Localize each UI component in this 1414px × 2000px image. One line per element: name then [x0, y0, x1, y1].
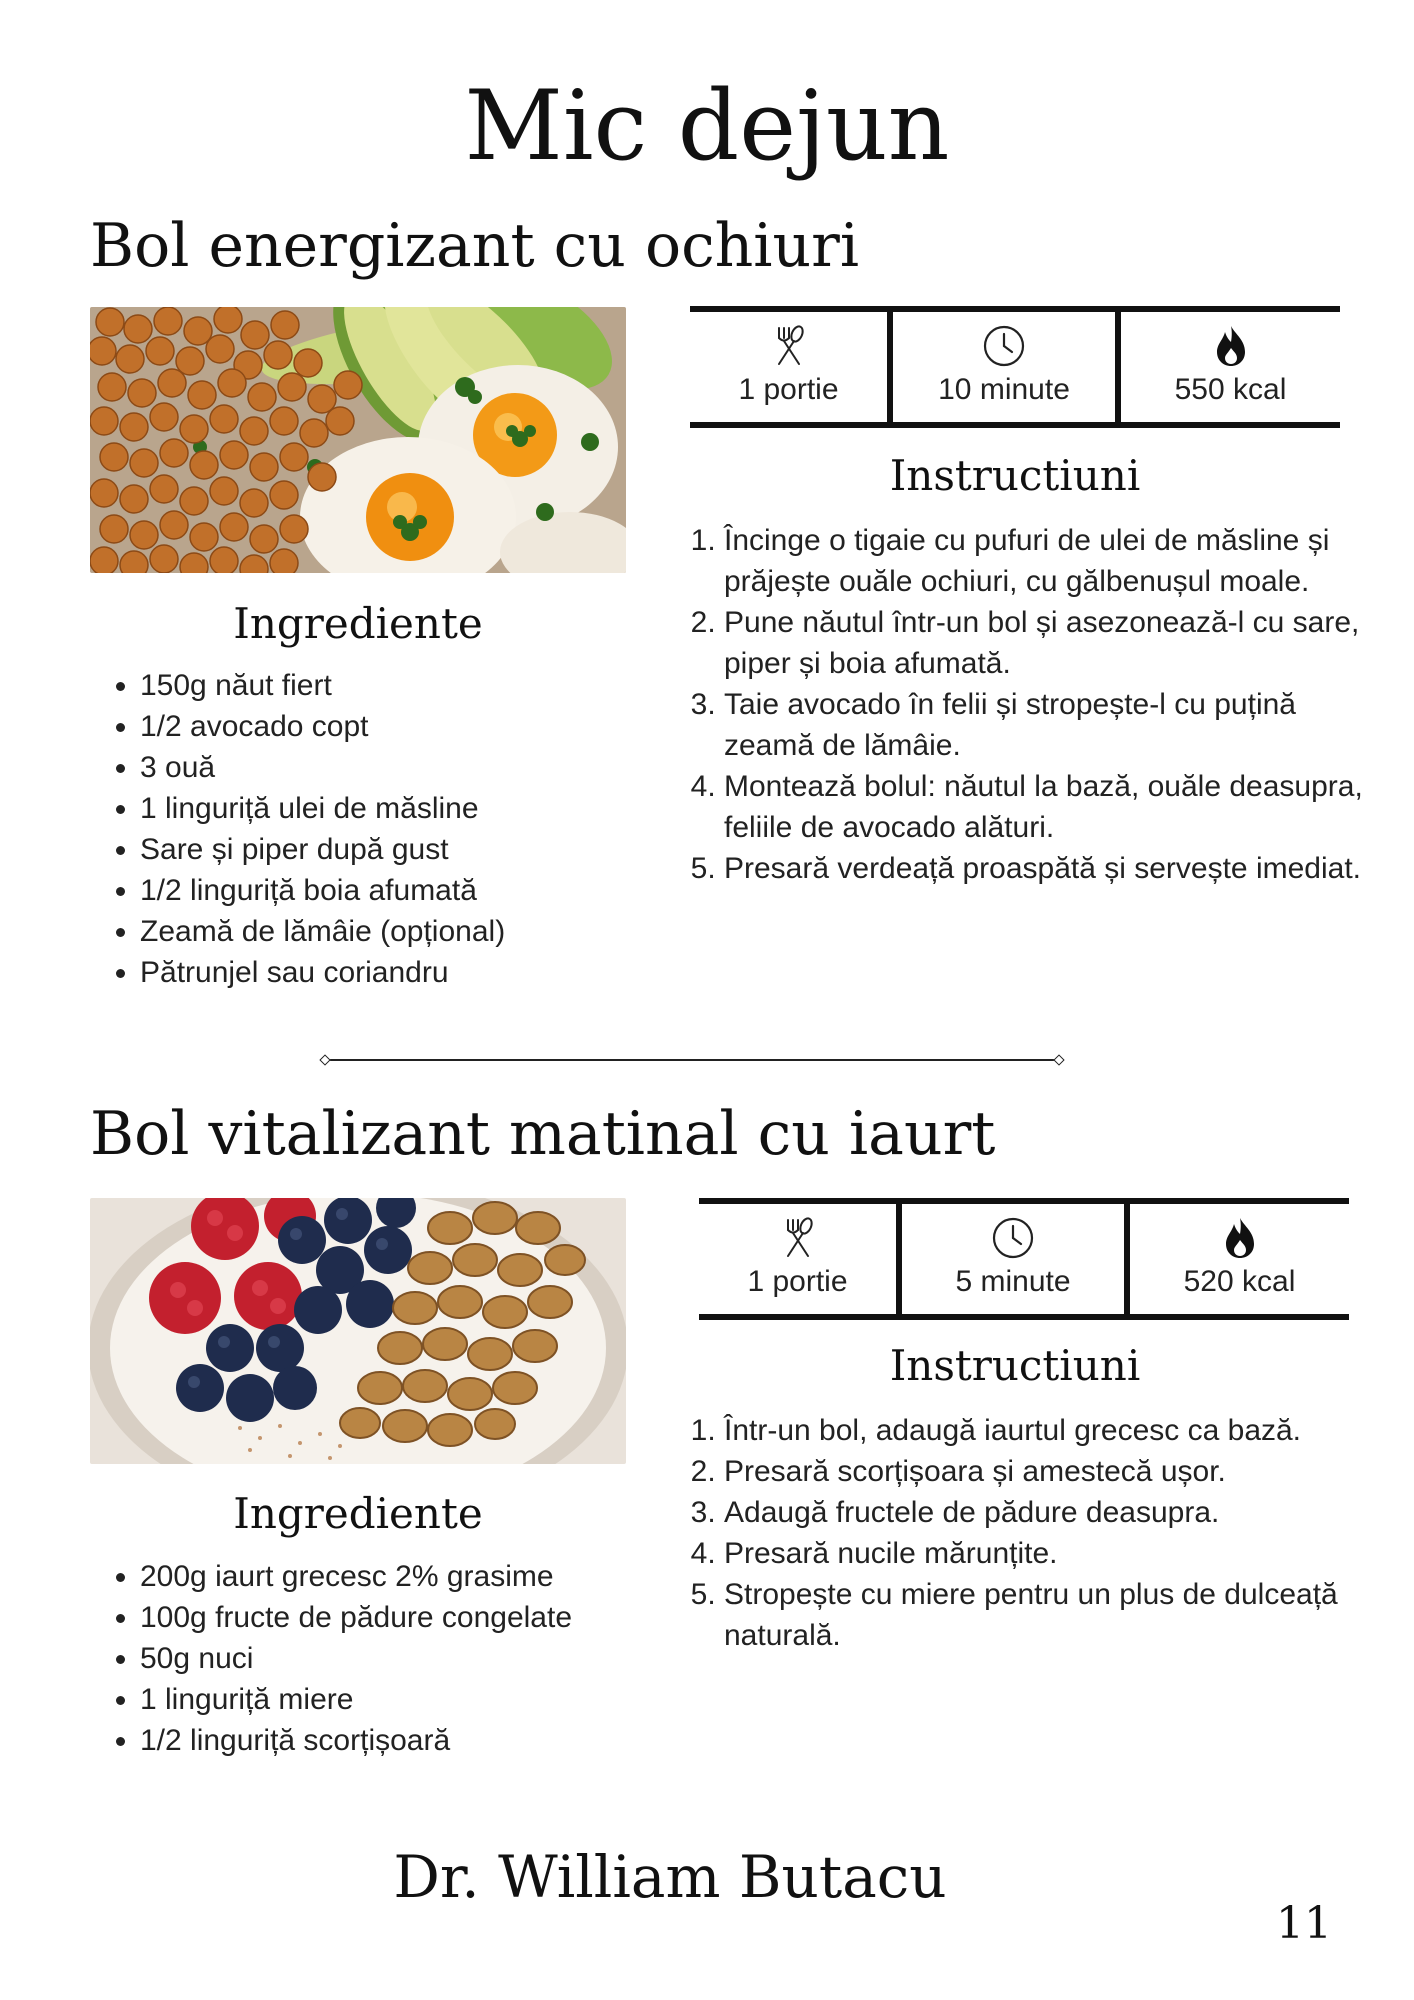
instruction-step: 1. Într-un bol, adaugă iaurtul grecesc ca bază.: [724, 1410, 1364, 1451]
time-value: 5 minute: [955, 1265, 1071, 1298]
fork-spoon-icon: [780, 1216, 816, 1265]
section-divider: [325, 1059, 1059, 1061]
time-cell: [893, 312, 1115, 422]
ingredients-heading: Ingrediente: [233, 1489, 483, 1538]
instruction-step: 2. Presară scorțișoara și amestecă ușor.: [724, 1451, 1364, 1492]
instruction-step: 5. Stropește cu miere pentru un plus de dulceață naturală.: [724, 1574, 1364, 1656]
instructions-heading: Instructiuni: [889, 451, 1141, 500]
recipe-title: Bol energizant cu ochiuri: [90, 211, 860, 281]
calories-cell: [1121, 312, 1340, 422]
recipe-title: Bol vitalizant matinal cu iaurt: [90, 1099, 996, 1169]
instruction-step: 1. Încinge o tigaie cu pufuri de ulei de măsline și prăjește ouăle ochiuri, cu gălbenușul moale.: [724, 520, 1364, 602]
calories-value: 550 kcal: [1174, 373, 1287, 406]
portions-cell: [690, 312, 887, 422]
chickpeas-eggs-avocado-illustration: [90, 307, 626, 573]
ingredient-item: • 1/2 linguriță scorțișoară: [140, 1720, 720, 1761]
ingredient-item: • 1 linguriță ulei de măsline: [140, 788, 700, 829]
ingredient-item: • Sare și piper după gust: [140, 829, 700, 870]
ingredient-item: • 1 linguriță miere: [140, 1679, 720, 1720]
ingredients-heading: Ingrediente: [233, 599, 483, 648]
flame-icon: [1222, 1216, 1258, 1265]
time-cell: [902, 1204, 1124, 1314]
ingredient-item: • 50g nuci: [140, 1638, 720, 1679]
ingredient-item: • 200g iaurt grecesc 2% grasime: [140, 1556, 720, 1597]
ingredient-item: • 100g fructe de pădure congelate: [140, 1597, 720, 1638]
instruction-step: 5. Presară verdeață proaspătă și servește imediat.: [724, 848, 1364, 889]
instruction-step: 4. Montează bolul: năutul la bază, ouăle deasupra, feliile de avocado alături.: [724, 766, 1364, 848]
instruction-step: 3. Taie avocado în felii și stropește-l cu puțină zeamă de lămâie.: [724, 684, 1364, 766]
time-value: 10 minute: [938, 373, 1070, 406]
instruction-step: 3. Adaugă fructele de pădure deasupra.: [724, 1492, 1364, 1533]
ingredient-item: • Zeamă de lămâie (opțional): [140, 911, 700, 952]
ingredient-item: • 3 ouă: [140, 747, 700, 788]
ingredient-item: • 1/2 avocado copt: [140, 706, 700, 747]
recipe-info-box: [690, 306, 1340, 428]
instruction-step: 2. Pune năutul într-un bol și asezonează-l cu sare, piper și boia afumată.: [724, 602, 1364, 684]
page-number: 11: [1276, 1898, 1332, 1949]
ingredient-item: • 150g năut fiert: [140, 665, 700, 706]
portions-value: 1 portie: [738, 373, 839, 406]
yogurt-berries-walnuts-illustration: [90, 1198, 626, 1464]
instruction-step: 4. Presară nucile mărunțite.: [724, 1533, 1364, 1574]
calories-value: 520 kcal: [1183, 1265, 1296, 1298]
recipe-photo-yogurt-bowl: [90, 1198, 626, 1464]
ingredients-list: [90, 1556, 720, 1761]
instructions-list: [690, 520, 1364, 889]
clock-icon: [982, 324, 1026, 373]
portions-value: 1 portie: [747, 1265, 848, 1298]
recipe-photo-chickpeas-eggs: [90, 307, 626, 573]
ingredients-list: [90, 665, 700, 993]
recipe-info-box: [699, 1198, 1349, 1320]
ingredient-item: • 1/2 linguriță boia afumată: [140, 870, 700, 911]
portions-cell: [699, 1204, 896, 1314]
calories-cell: [1130, 1204, 1349, 1314]
author-name: Dr. William Butacu: [393, 1843, 947, 1911]
clock-icon: [991, 1216, 1035, 1265]
instructions-list: [690, 1410, 1364, 1656]
ingredient-item: • Pătrunjel sau coriandru: [140, 952, 700, 993]
fork-spoon-icon: [771, 324, 807, 373]
flame-icon: [1213, 324, 1249, 373]
page-title: Mic dejun: [464, 70, 950, 182]
instructions-heading: Instructiuni: [889, 1341, 1141, 1390]
